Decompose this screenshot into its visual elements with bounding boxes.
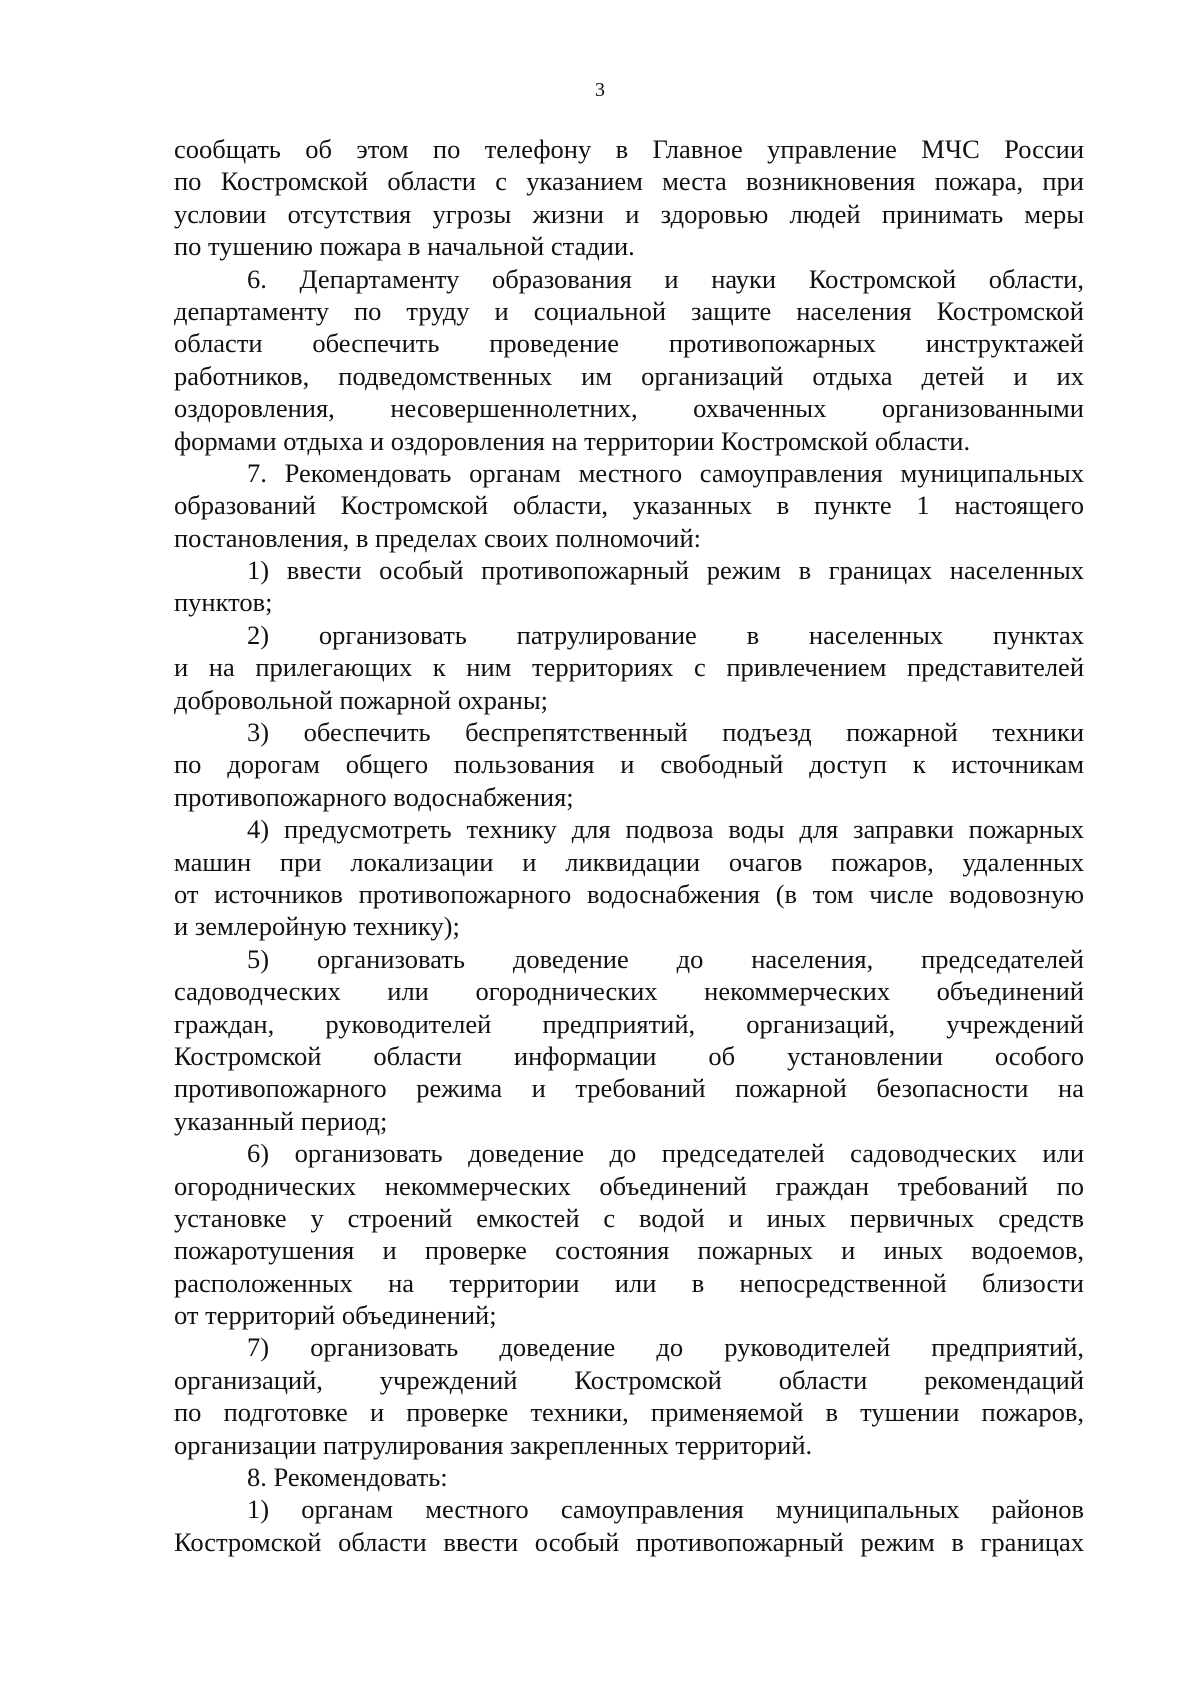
item-7-7-first-line: 7) организовать доведение до руководителей предприятий,: [247, 1332, 1084, 1363]
text-line: Костромской области ввести особый противопожарный режим в границах: [174, 1526, 1084, 1557]
text-line: противопожарного режима и требований пожарной безопасности на: [174, 1073, 1084, 1104]
text-line: Костромской области информации об установлении особого: [174, 1040, 1084, 1071]
text-line: установке у строений емкостей с водой и иных первичных средств: [174, 1202, 1084, 1233]
text-line: добровольной пожарной охраны;: [174, 684, 549, 715]
text-line: граждан, руководителей предприятий, организаций, учреждений: [174, 1008, 1084, 1039]
text-line: пожаротушения и проверке состояния пожарных и иных водоемов,: [174, 1235, 1084, 1266]
text-line: организаций, учреждений Костромской области рекомендаций: [174, 1364, 1084, 1395]
item-7-5-first-line: 5) организовать доведение до населения, председателей: [247, 943, 1084, 974]
paragraph-7-first-line: 7. Рекомендовать органам местного самоуправления муниципальных: [247, 457, 1084, 488]
text-line: по Костромской области с указанием места возникновения пожара, при: [174, 166, 1084, 197]
text-line: указанный период;: [174, 1105, 388, 1136]
paragraph-8-first-line: 8. Рекомендовать:: [247, 1462, 448, 1493]
text-line: формами отдыха и оздоровления на территории Костромской области.: [174, 425, 971, 456]
text-line: и землеройную технику);: [174, 911, 460, 942]
text-line: огороднических некоммерческих объединений граждан требований по: [174, 1170, 1084, 1201]
text-line: противопожарного водоснабжения;: [174, 781, 574, 812]
text-line: оздоровления, несовершеннолетних, охваченных организованными: [174, 393, 1084, 424]
text-line: от источников противопожарного водоснабжения (в том числе водовозную: [174, 878, 1084, 909]
text-line: расположенных на территории или в непосредственной близости: [174, 1267, 1084, 1298]
text-line: условии отсутствия угрозы жизни и здоровью людей принимать меры: [174, 198, 1084, 229]
text-line: организации патрулирования закрепленных территорий.: [174, 1429, 813, 1460]
text-line: образований Костромской области, указанных в пункте 1 настоящего: [174, 490, 1084, 521]
item-7-6-first-line: 6) организовать доведение до председателей садоводческих или: [247, 1138, 1084, 1169]
text-line: области обеспечить проведение противопожарных инструктажей: [174, 328, 1084, 359]
item-7-4-first-line: 4) предусмотреть технику для подвоза воды для заправки пожарных: [247, 814, 1084, 845]
paragraph-6-first-line: 6. Департаменту образования и науки Костромской области,: [247, 263, 1084, 294]
text-line: от территорий объединений;: [174, 1300, 497, 1331]
text-line: пунктов;: [174, 587, 273, 618]
item-7-3-first-line: 3) обеспечить беспрепятственный подъезд пожарной техники: [247, 717, 1084, 748]
text-line: департаменту по труду и социальной защите населения Костромской: [174, 295, 1084, 326]
item-8-1-first-line: 1) органам местного самоуправления муниципальных районов: [247, 1494, 1084, 1525]
document-body: [174, 133, 1084, 1558]
text-line: машин при локализации и ликвидации очагов пожаров, удаленных: [174, 846, 1084, 877]
text-line: и на прилегающих к ним территориях с привлечением представителей: [174, 652, 1084, 683]
text-line: по дорогам общего пользования и свободный доступ к источникам: [174, 749, 1084, 780]
text-line: постановления, в пределах своих полномочий:: [174, 522, 702, 553]
item-7-1-first-line: 1) ввести особый противопожарный режим в границах населенных: [247, 555, 1084, 586]
item-7-2-first-line: 2) организовать патрулирование в населенных пунктах: [247, 619, 1084, 650]
page-number: 3: [595, 79, 605, 101]
text-line: садоводческих или огороднических некоммерческих объединений: [174, 976, 1084, 1007]
text-line: сообщать об этом по телефону в Главное управление МЧС России: [174, 134, 1084, 164]
text-line: по подготовке и проверке техники, применяемой в тушении пожаров,: [174, 1397, 1084, 1428]
text-line: работников, подведомственных им организаций отдыха детей и их: [174, 360, 1084, 391]
text-line: по тушению пожара в начальной стадии.: [174, 231, 635, 262]
